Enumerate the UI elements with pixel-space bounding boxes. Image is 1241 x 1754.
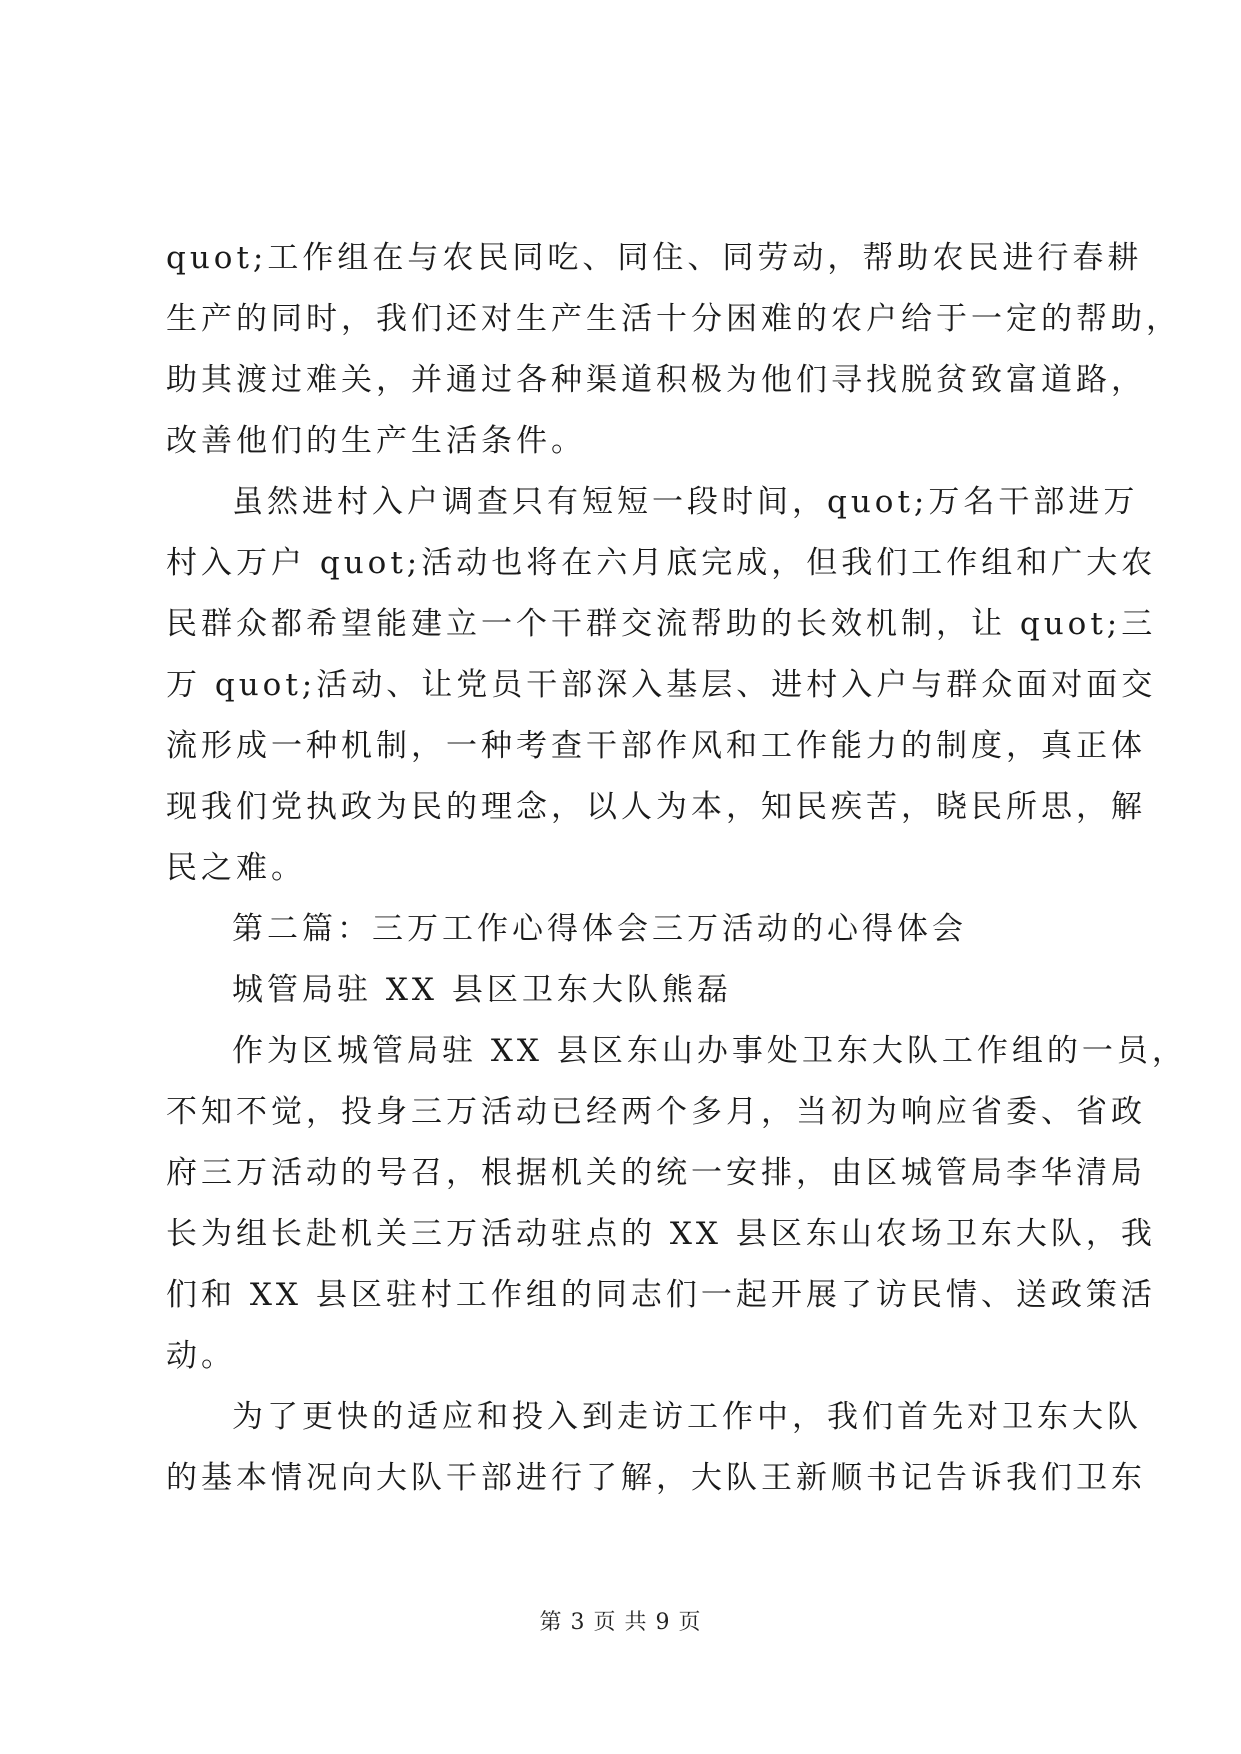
- text-line: 万 quot;活动、让党员干部深入基层、进村入户与群众面对面交: [166, 667, 1157, 703]
- text-line: 虽然进村入户调查只有短短一段时间，quot;万名干部进万: [232, 484, 1139, 520]
- text-line: 改善他们的生产生活条件。: [166, 423, 586, 459]
- text-line: quot;工作组在与农民同吃、同住、同劳动，帮助农民进行春耕: [166, 240, 1143, 276]
- text-line: 现我们党执政为民的理念，以人为本，知民疾苦，晓民所思，解: [166, 789, 1146, 825]
- text-line: 长为组长赴机关三万活动驻点的 XX 县区东山农场卫东大队，我: [166, 1216, 1156, 1252]
- text-line: 民之难。: [166, 850, 306, 886]
- text-line: 们和 XX 县区驻村工作组的同志们一起开展了访民情、送政策活: [166, 1277, 1156, 1313]
- text-line: 村入万户 quot;活动也将在六月底完成，但我们工作组和广大农: [166, 545, 1157, 581]
- section-heading: 第二篇：三万工作心得体会三万活动的心得体会: [232, 911, 967, 947]
- text-line: 不知不觉，投身三万活动已经两个多月，当初为响应省委、省政: [166, 1094, 1146, 1130]
- text-line: 生产的同时，我们还对生产生活十分困难的农户给于一定的帮助，: [166, 301, 1181, 337]
- text-line: 府三万活动的号召，根据机关的统一安排，由区城管局李华清局: [166, 1155, 1146, 1191]
- text-line: 助其渡过难关，并通过各种渠道积极为他们寻找脱贫致富道路，: [166, 362, 1146, 398]
- author-line: 城管局驻 XX 县区卫东大队熊磊: [232, 972, 732, 1008]
- text-line: 为了更快的适应和投入到走访工作中，我们首先对卫东大队: [232, 1399, 1142, 1435]
- text-line: 动。: [166, 1338, 236, 1374]
- text-line: 的基本情况向大队干部进行了解，大队王新顺书记告诉我们卫东: [166, 1460, 1146, 1496]
- body-text: [166, 228, 1187, 1509]
- page-number: 第 3 页 共 9 页: [539, 1610, 702, 1635]
- text-line: 流形成一种机制，一种考查干部作风和工作能力的制度，真正体: [166, 728, 1146, 764]
- text-line: 民群众都希望能建立一个干群交流帮助的长效机制，让 quot;三: [166, 606, 1157, 642]
- text-line: 作为区城管局驻 XX 县区东山办事处卫东大队工作组的一员，: [232, 1033, 1187, 1069]
